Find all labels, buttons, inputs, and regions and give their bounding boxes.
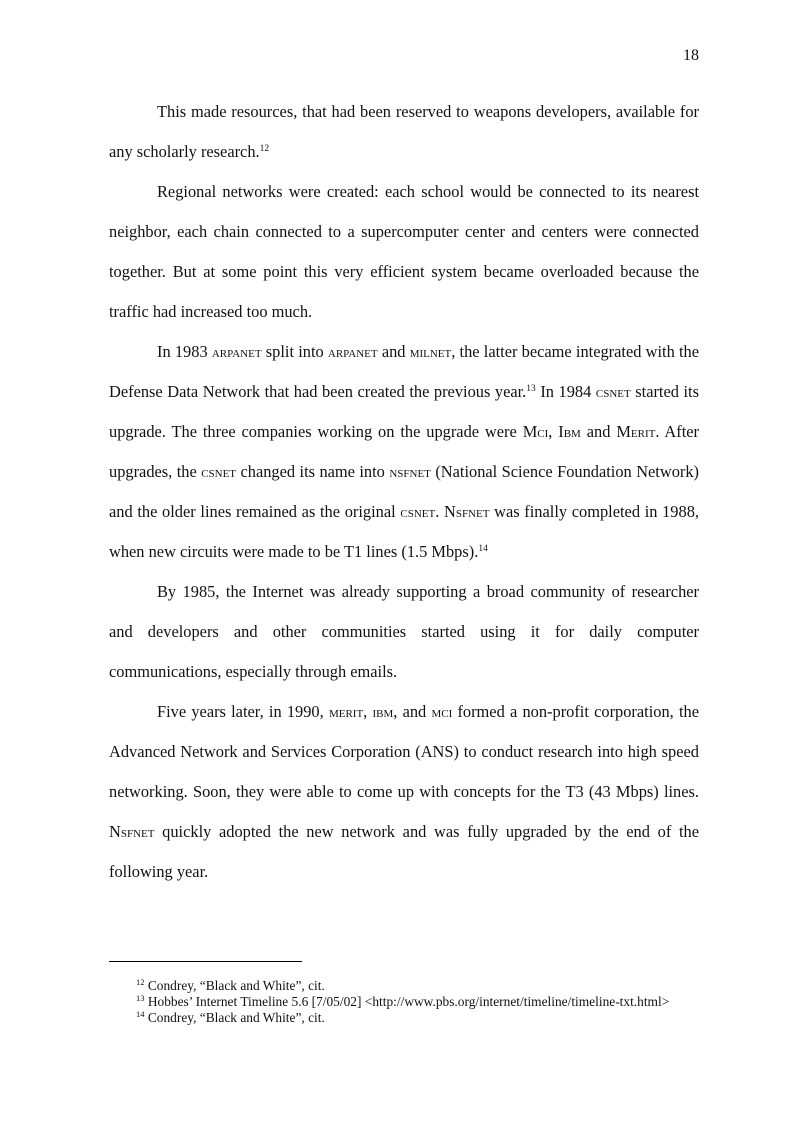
footnote-text: Hobbes’ Internet Timeline 5.6 [7/05/02] <http://www.pbs.org/internet/timeline/timeline-txt.html> (144, 994, 670, 1009)
company-name: ibm (372, 702, 394, 721)
footnote-number: 12 (136, 977, 145, 987)
network-name: csnet (400, 502, 436, 521)
paragraph-text: formed a non-profit corporation, the Advanced Network and Services Corporation (ANS) to conduct research into high speed networking. Soon, they were able to come up with concepts for the T3 (43 Mbps) lines. (109, 702, 699, 801)
company-name: Merit (616, 422, 656, 441)
paragraph-text: This made resources, that had been reserved to weapons developers, available for any scholarly research. (109, 102, 699, 161)
paragraph-text: and (377, 342, 410, 361)
paragraph-text: , (548, 422, 559, 441)
paragraph-text: . After upgrades, the (109, 422, 699, 481)
paragraph-text: . (435, 502, 444, 521)
paragraph-text: was finally completed in 1988, when new circuits were made to be T1 lines (1.5 Mbps). (109, 502, 699, 561)
footnote-number: 14 (136, 1009, 145, 1019)
paragraph-text: Regional networks were created: each school would be connected to its nearest neighbor, each chain connected to a supercomputer center and centers were connected together. But at some point this very efficient system became overloaded because the traffic had increased too much. (109, 182, 699, 321)
paragraph-text: changed its name into (236, 462, 390, 481)
company-name: merit (328, 702, 364, 721)
paragraph-text: quickly adopted the new network and was fully upgraded by the end of the following year. (109, 822, 699, 881)
footnotes (109, 978, 699, 1026)
footnote (109, 1010, 699, 1026)
footnote-text: Condrey, “Black and White”, cit. (144, 1010, 325, 1025)
paragraph-text: , the latter became integrated with the Defense Data Network that had been created the previous year. (109, 342, 699, 401)
network-name: arpanet (327, 342, 378, 361)
paragraph-text: started its upgrade. The three companies working on the upgrade were (109, 382, 699, 441)
paragraph-text: In 1983 (157, 342, 212, 361)
network-name: csnet (201, 462, 237, 481)
footnote-number: 13 (136, 993, 145, 1003)
company-name: mci (431, 702, 453, 721)
network-name: csnet (595, 382, 631, 401)
company-name: Ibm (558, 422, 581, 441)
footnote (109, 978, 699, 994)
footnote (109, 994, 699, 1010)
paragraph-text: Five years later, in 1990, (157, 702, 329, 721)
paragraph (109, 572, 699, 692)
network-name: arpanet (211, 342, 262, 361)
paragraph-text: and (580, 422, 617, 441)
paragraph (109, 332, 699, 572)
paragraph (109, 92, 699, 172)
network-name: Nsfnet (443, 502, 490, 521)
footnote-separator (109, 961, 302, 962)
paragraph (109, 172, 699, 332)
footnote-ref: 12 (259, 144, 270, 154)
paragraph-text: , (363, 702, 373, 721)
paragraph-text: , and (393, 702, 432, 721)
company-name: Mci (522, 422, 549, 441)
footnote-text: Condrey, “Black and White”, cit. (144, 978, 325, 993)
footnote-ref: 14 (478, 544, 488, 554)
network-name: Nsfnet (109, 822, 155, 841)
network-name: milnet (409, 342, 452, 361)
body-text (109, 92, 699, 892)
paragraph (109, 692, 699, 892)
footnote-ref: 13 (526, 384, 536, 394)
page-number: 18 (683, 47, 699, 64)
paragraph-text: split into (261, 342, 328, 361)
network-name: nsfnet (389, 462, 431, 481)
paragraph-text: By 1985, the Internet was already supporting a broad community of researcher and developers and other communities started using it for daily computer communications, especially through emails. (109, 582, 699, 681)
paragraph-text: (National Science Foundation Network) and the older lines remained as the original (109, 462, 699, 521)
paragraph-text: In 1984 (535, 382, 596, 401)
